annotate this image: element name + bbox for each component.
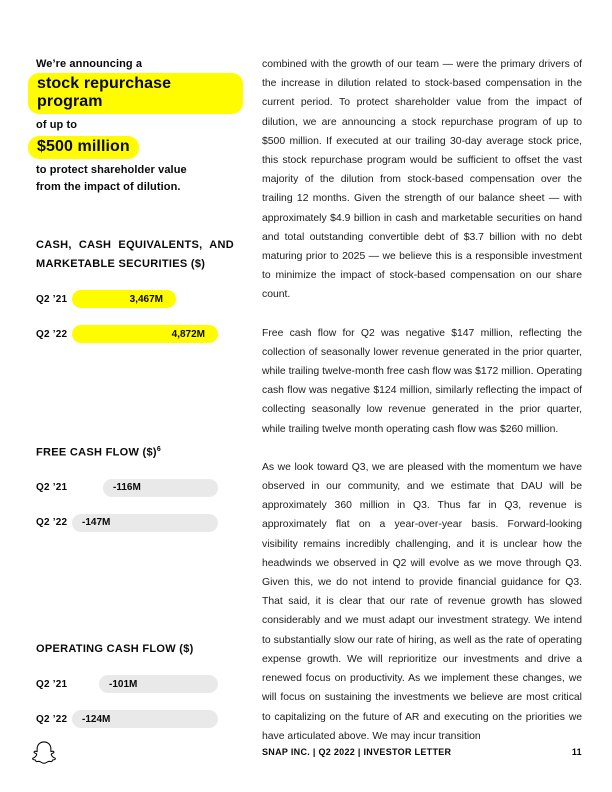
headline-block bbox=[28, 55, 243, 198]
headline-highlight-2-pill: $500 million bbox=[28, 136, 139, 159]
bar bbox=[72, 325, 218, 343]
chart-free-cash-flow bbox=[36, 440, 236, 549]
chart-row bbox=[36, 325, 236, 343]
page-footer bbox=[262, 747, 582, 757]
value-label: -101M bbox=[109, 678, 138, 690]
category-label: Q2 ’21 bbox=[36, 293, 68, 305]
headline-line-4: from the impact of dilution. bbox=[36, 181, 181, 193]
headline-highlight-2 bbox=[28, 136, 243, 159]
footer-text: SNAP INC. | Q2 2022 | INVESTOR LETTER bbox=[262, 747, 452, 757]
chart-title: FREE CASH FLOW ($)$^6$ bbox=[36, 446, 162, 459]
paragraph: combined with the growth of our team — were the primary drivers of the increase in dilution related to stock-based compensation in the current period. To protect shareholder value from the impact of dilution, we are announcing a stock repurchase program of up to $500 million. If executed at our trailing 30-day average stock price, this stock repurchase program would be sufficient to offset the vast majority of the dilution from stock-based compensation over the trailing 12 months. Given the strength of our balance sheet — with approximately $4.9 billion in cash and marketable securities on hand and total outstanding convertible debt of $3.7 billion with no debt maturing prior to 2025 — we believe this is a responsible investment to minimize the impact of stock-based compensation on our share count. bbox=[262, 59, 582, 301]
paragraph: As we look toward Q3, we are pleased with the momentum we have observed in our community, and we estimate that DAU will be approximately 360 million in Q3. Thus far in Q3, revenue is approximately flat on a year-over-year basis. Forward-looking visibility remains incredibly challenging, and it is unclear how the headwinds we observed in Q2 will evolve as we move through Q3. Given this, we do not intend to provide financial guidance for Q3. That said, it is clear that our rate of revenue growth has slowed considerably and we must adapt our investment strategy. We intend to substantially slow our rate of hiring, as well as the rate of operating expense growth. We will reprioritize our investments and drive a renewed focus on productivity. As we implement these changes, we will focus on sustaining the investments we believe are most critical to capitalizing on the future of AR and executing on the priorities we have articulated above. We may incur transition bbox=[262, 461, 582, 742]
value-label: -124M bbox=[82, 713, 111, 725]
body-text-column bbox=[262, 55, 582, 765]
category-label: Q2 ’22 bbox=[36, 713, 68, 725]
bar-track bbox=[72, 514, 218, 532]
bar-track bbox=[72, 675, 218, 693]
chart-rows bbox=[36, 675, 236, 728]
chart-title: CASH, CASH EQUIVALENTS, AND MARKETABLE SECURITIES ($) bbox=[36, 239, 234, 270]
chart-operating-cash-flow bbox=[36, 640, 236, 745]
value-label: 3,467M bbox=[129, 293, 163, 305]
chart-rows bbox=[36, 290, 236, 343]
paragraph: Free cash flow for Q2 was negative $147 million, reflecting the collection of seasonally lower revenue generated in the prior quarter, while trailing twelve-month free cash flow was $172 million. Operating cash flow was negative $124 million, similarly reflecting the impact of collecting seasonally low revenue generated in the prior quarter, while trailing twelve month operating cash flow was $260 million. bbox=[262, 327, 582, 435]
headline-highlight-1: stock repurchase program bbox=[28, 73, 243, 114]
value-label: -116M bbox=[113, 482, 141, 494]
chart-cash-and-marketable-securities bbox=[36, 236, 236, 360]
bar bbox=[72, 514, 218, 532]
snapchat-ghost-icon bbox=[31, 739, 57, 765]
chart-row bbox=[36, 514, 236, 532]
headline-line-3: to protect shareholder value bbox=[36, 164, 187, 176]
chart-rows bbox=[36, 479, 236, 532]
value-label: 4,872M bbox=[171, 328, 205, 340]
headline-highlight-1-wrap bbox=[28, 73, 243, 114]
category-label: Q2 ’21 bbox=[36, 482, 68, 494]
chart-row bbox=[36, 710, 236, 728]
category-label: Q2 ’22 bbox=[36, 517, 68, 529]
bar bbox=[72, 290, 176, 308]
category-label: Q2 ’21 bbox=[36, 678, 68, 690]
category-label: Q2 ’22 bbox=[36, 328, 68, 340]
chart-title: OPERATING CASH FLOW ($) bbox=[36, 643, 194, 655]
bar-track bbox=[72, 325, 218, 343]
value-label: -147M bbox=[82, 517, 111, 529]
chart-row bbox=[36, 290, 236, 308]
chart-row bbox=[36, 479, 236, 497]
headline-line-1: We’re announcing a bbox=[36, 58, 143, 70]
bar bbox=[72, 710, 218, 728]
bar bbox=[99, 675, 218, 693]
chart-row bbox=[36, 675, 236, 693]
bar-track bbox=[72, 479, 218, 497]
headline-line-2: of up to bbox=[36, 119, 78, 131]
bar bbox=[103, 479, 218, 497]
bar-track bbox=[72, 290, 218, 308]
bar-track bbox=[72, 710, 218, 728]
page-number: 11 bbox=[571, 747, 582, 757]
